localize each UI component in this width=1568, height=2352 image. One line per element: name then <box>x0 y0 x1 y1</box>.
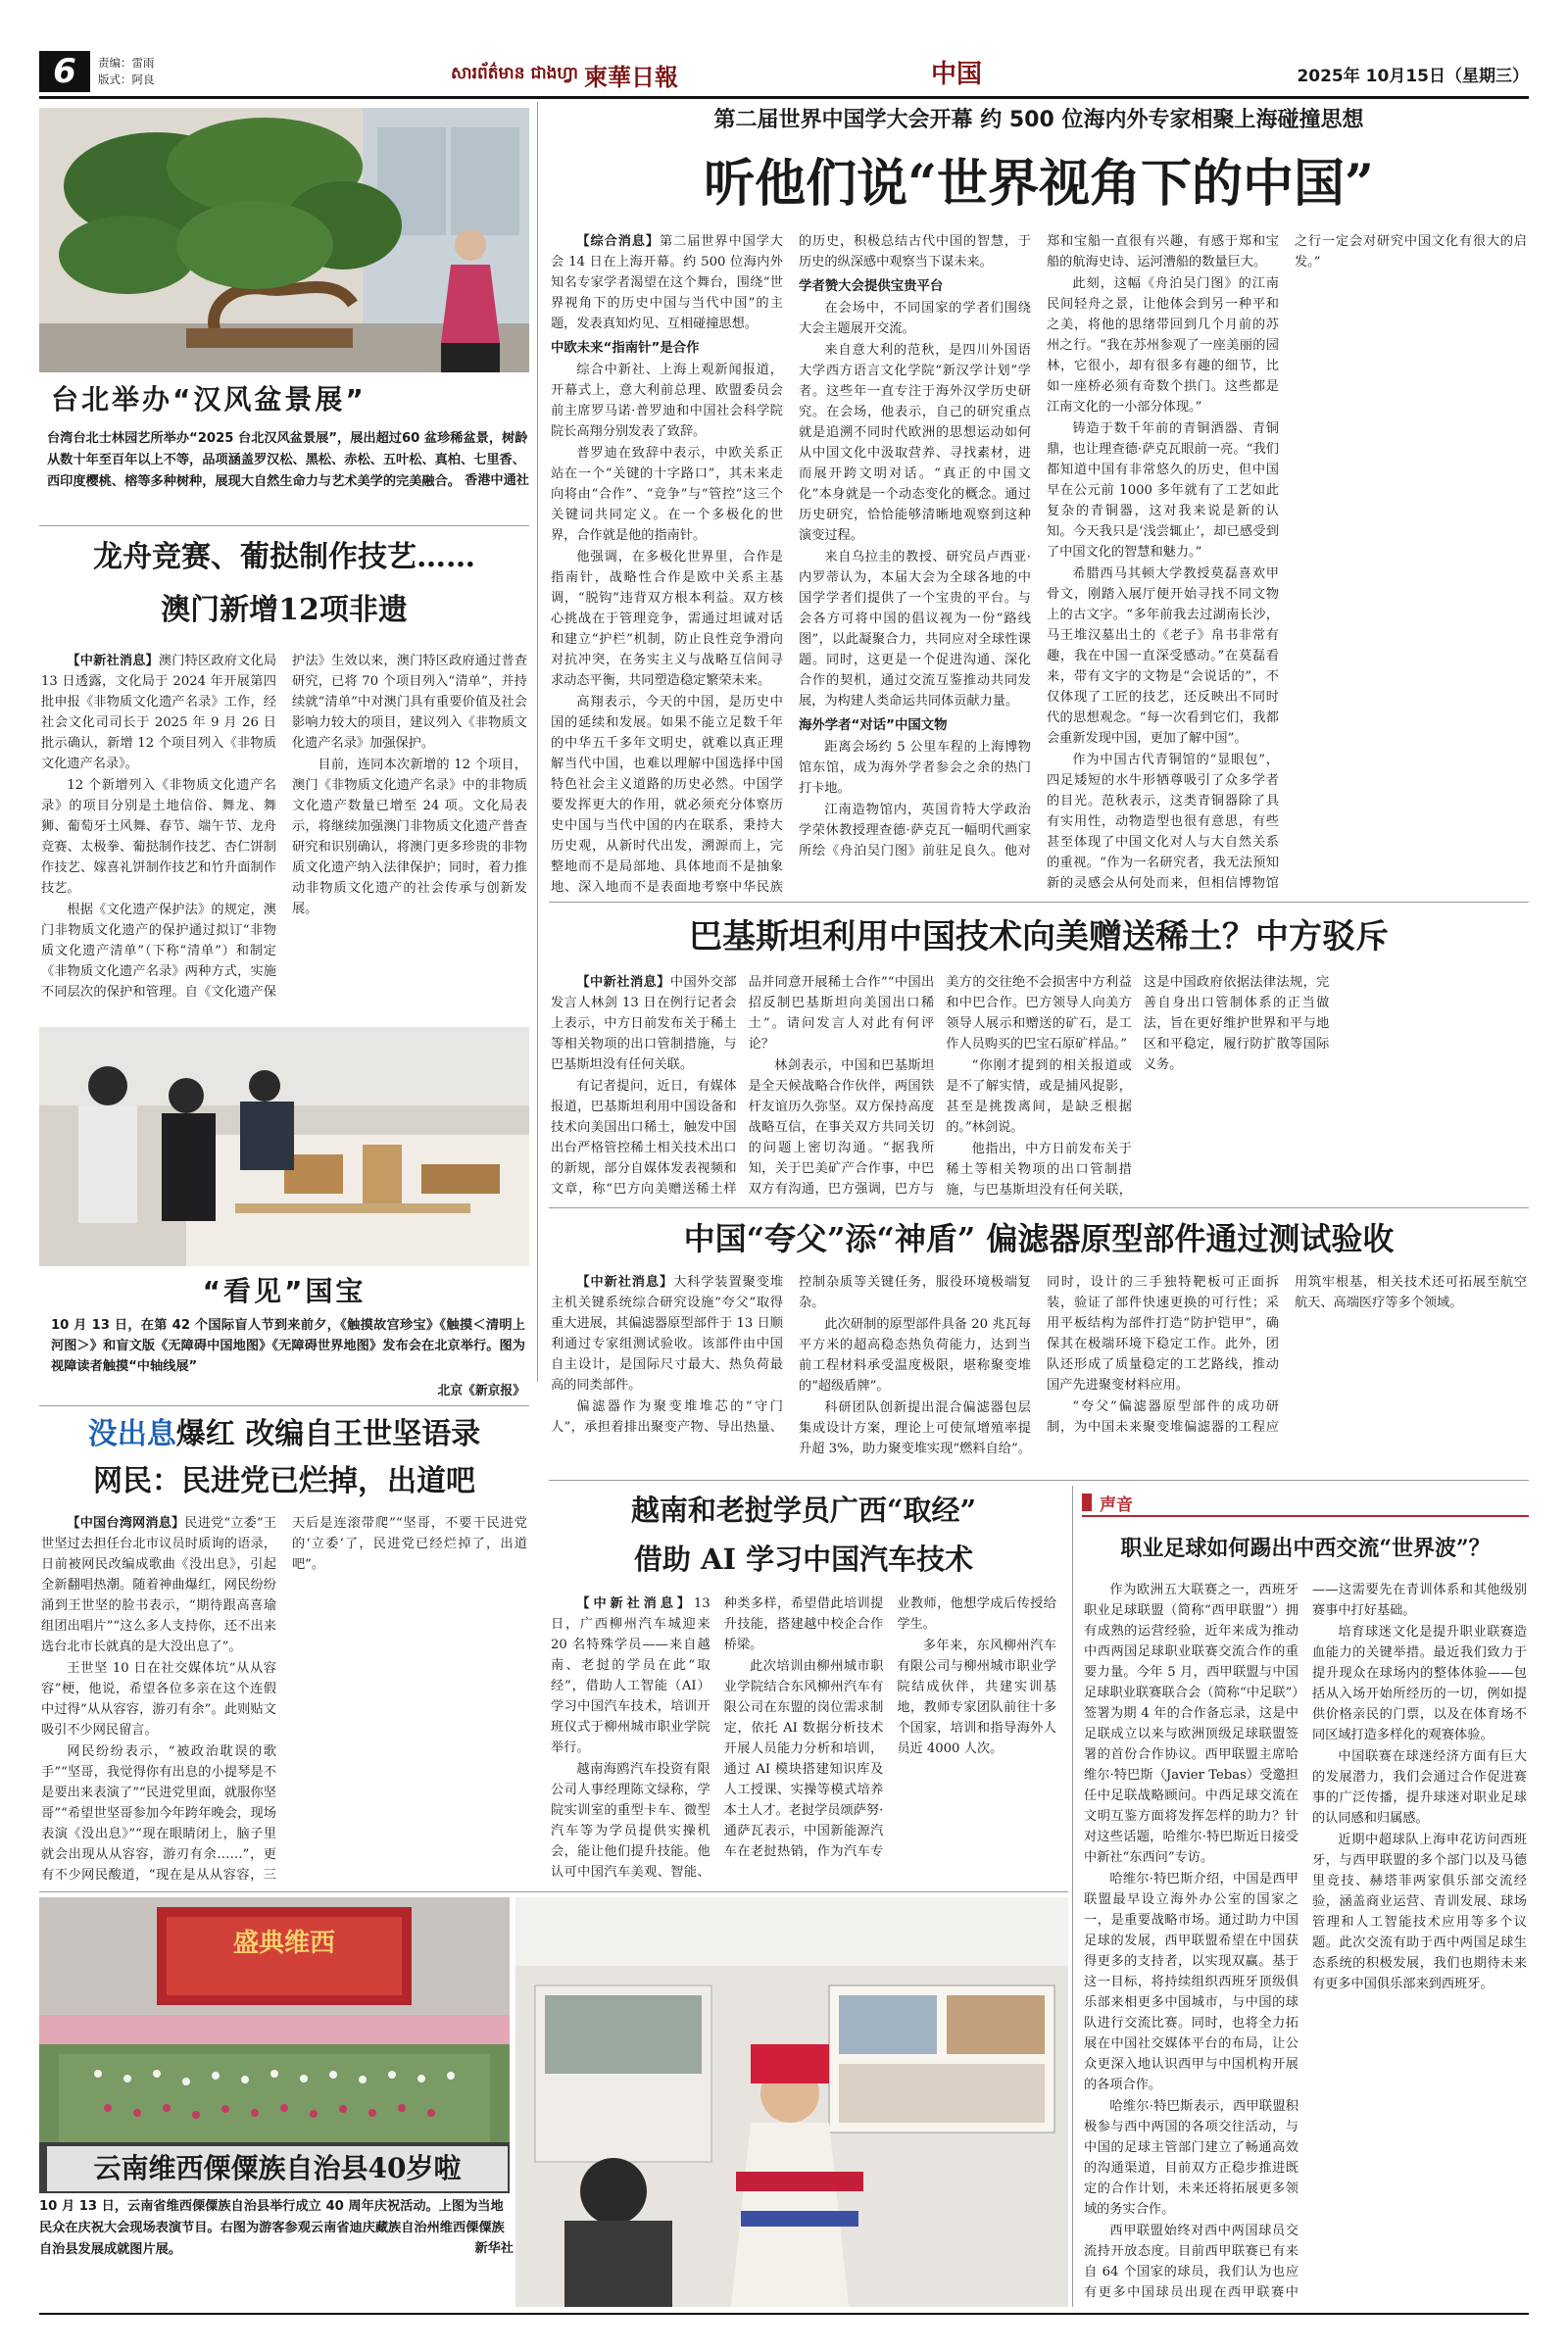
issue-date: 2025年 10月15日（星期三） <box>1297 67 1529 86</box>
meiyouchuxi-headline-highlight: 没出息 <box>87 1417 176 1451</box>
football-headline: 职业足球如何踢出中西交流“世界波”？ <box>1120 1536 1491 1561</box>
divider <box>549 1480 1529 1481</box>
bonsai-title: 台北举办“汉风盆景展” <box>51 383 367 416</box>
forum-paragraph: 作为中国古代青铜馆的“显眼包”，四足矮短的水牛形牺尊吸引了众多学者的目光。范秋表示，这类青铜器除了具有实用性，动物造型也很有意思，有些甚至体现了中国文化对人与大自然关系的重视。“作为一名研究者，我无法预知新的灵感会从何处而来，但相信博物馆之行一定会对研究中国文化有很大的启发。” <box>1047 234 1527 891</box>
auto-headline-2: 借助 AI 学习中国汽车技术 <box>633 1543 974 1576</box>
auto-body <box>551 1593 1056 1887</box>
forum-kicker: 第二届世界中国学大会开幕 约 500 位海内外专家相聚上海碰撞思想 <box>713 108 1364 132</box>
yunnan-caption: 10 月 13 日，云南省维西傈僳族自治县举行成立 40 周年庆祝活动。上图为当地民众在庆祝大会现场表演节目。右图为游客参观云南省迪庆藏族自治州维西傈僳族自治县发展成就图片展。 <box>39 2199 505 2257</box>
divider <box>39 1405 529 1406</box>
macau-dateline: 【中新社消息】 <box>67 654 159 668</box>
forum-paragraph: 希腊西马其顿大学教授莫磊喜欢甲骨文，刚踏入展厅便开始寻找不同文物上的古文字。“多年前我去过湖南长沙，马王堆汉墓出土的《老子》帛书非常有趣，我在中国一直深受感动。”在莫磊看来，带有文字的文物是“会说话的”，不仅体现了工匠的技艺，还反映出不同时代的思想观念。“每一次看到它们，我都会重新发现中国，更加了解中国”。 <box>1047 566 1279 746</box>
rareearth-paragraph: 中国外交部发言人林剑 13 日在例行记者会上表示，中方日前发布关于稀土等相关物项的出口管制措施，与巴基斯坦没有任何关联。 <box>551 975 737 1072</box>
macau-paragraph: 12 个新增列入《非物质文化遗产名录》的项目分别是土地信俗、舞龙、舞狮、葡萄牙土风舞、春节、端午节、龙舟竞赛、太极拳、葡挞制作技艺、杏仁饼制作技艺、嫁喜礼饼制作技艺和竹升面制作技艺。 <box>41 778 276 896</box>
forum-paragraph: 距离会场约 5 公里车程的上海博物馆东馆，成为海外学者参会之余的热门打卡地。 <box>799 740 1031 796</box>
editor-credits <box>98 55 206 94</box>
kuafu-paragraph: 偏滤器作为聚变堆堆芯的“守门人”，承担着排出聚变产物、导出热量、控制杂质等关键任务，服役环境极端复杂。 <box>551 1275 1031 1435</box>
rareearth-headline: 巴基斯坦利用中国技术向美赠送稀土？中方驳斥 <box>689 917 1389 956</box>
auto-paragraph: 此次培训由柳州城市职业学院结合东风柳州汽车有限公司在东盟的岗位需求制定，依托 AI 数据分析技术开展人员能力分析和培训，通过 AI 模块搭建知识库及人工授课、实操等模式培养本土人才。老挝学员颂萨努·通萨瓦表示，中国新能源汽车在老挝热销，作为汽车专业教师，他想学成后传授给学生。 <box>723 1596 1056 1859</box>
football-paragraph: 西甲联盟始终对西中两国球员交流持开放态度。目前西甲联赛已有来自 64 个国家的球员，我们认为也应有更多中国球员出现在西甲联赛中——这需要先在青训体系和其他级别赛事中打好基础。 <box>1084 1583 1527 2300</box>
divider <box>549 1207 1529 1208</box>
forum-paragraph: 铸造于数千年前的青铜酒器、青铜鼎，也让理查德·萨克瓦眼前一亮。“我们都知道中国有非常悠久的历史，但中国早在公元前 1000 多年就有了工艺如此复杂的青铜器，这对我来说是新的认知。今天我只是‘浅尝辄止’，却已感受到了中国文化的智慧和魅力。” <box>1047 421 1279 560</box>
divider <box>39 525 529 526</box>
macau-headline-2: 澳门新增12项非遗 <box>161 593 408 627</box>
meiyouchuxi-headline-rest: 爆红 改编自王世坚语录 <box>175 1417 481 1451</box>
auto-dateline: 【中新社消息】 <box>576 1596 694 1611</box>
yunnan-title: 云南维西傈僳族自治县40岁啦 <box>47 2146 508 2191</box>
kuafu-paragraph: “夸父”偏滤器原型部件的成功研制，为中国未来聚变堆偏滤器的工程应用筑牢根基，相关技术还可拓展至航空航天、高端医疗等多个领域。 <box>1047 1275 1527 1435</box>
kuafu-headline: 中国“夸父”添“神盾” 偏滤器原型部件通过测试验收 <box>683 1220 1395 1257</box>
kuafu-body <box>551 1272 1527 1476</box>
bonsai-caption: 台湾台北士林园艺所举办“2025 台北汉风盆景展”，展出超过60 盆珍稀盆景，树龄从数十年至百年以上不等，品项涵盖罗汉松、黑松、赤松、五叶松、真柏、七里香、西印度樱桃、榕等多种树种，展现大自然生命力与艺术美学的完美融合。 <box>47 431 528 489</box>
kuafu-paragraph: 大科学装置聚变堆主机关键系统综合研究设施“夸父”取得重大进展，其偏滤器原型部件于 13 日顺利通过专家组测试验收。该部件由中国自主设计，是国际尺寸最大、热负荷最高的同类部件。 <box>551 1275 784 1393</box>
treasure-caption: 10 月 13 日，在第 42 个国际盲人节到来前夕，《触摸故宫珍宝》《触摸＜清明上河图＞》和盲文版《无障碍中国地图》《无障碍世界地图》发布会在北京举行。图为视障读者触摸“中轴线展” <box>51 1318 525 1374</box>
forum-headline: 听他们说“世界视角下的中国” <box>704 154 1374 214</box>
forum-paragraph: 在会场中，不同国家的学者们围绕大会主题展开交流。 <box>799 301 1031 336</box>
forum-subhead-2: 学者赞大会提供宝贵平台 <box>799 279 944 294</box>
forum-paragraph: 综合中新社、上海上观新闻报道，开幕式上，意大利前总理、欧盟委员会前主席罗马诺·普罗迪和中国社会科学院院长高翔分别发表了致辞。 <box>551 363 783 439</box>
kuafu-paragraph: 此次研制的原型部件具备 20 兆瓦每平方米的超高稳态热负荷能力，达到当前工程材料承受温度极限，堪称聚变堆的“超级盾牌”。 <box>799 1317 1031 1394</box>
football-body <box>1084 1580 1527 2307</box>
voice-label <box>1082 1490 1529 1517</box>
football-paragraph: 培育球迷文化是提升职业联赛造血能力的关键举措。最近我们致力于提升现众在球场内的整体体验——包括从入场开始所经历的一切，例如提供价格亲民的门票，以及在体育场不同区域打造多样化的观赛体验。 <box>1312 1625 1527 1742</box>
rareearth-paragraph: 林剑表示，中国和巴基斯坦是全天候战略合作伙伴，两国铁杆友谊历久弥坚。双方保持高度战略互信，在事关双方共同关切的问题上密切沟通。“据我所知，关于巴美矿产合作事，中巴双方有沟通，巴方强调，巴方与美方的交往绝不会损害中方利益和中巴合作。巴方领导人向美方领导人展示和赠送的矿石，是工作人员购买的巴宝石原矿样品。” <box>748 975 1132 1197</box>
layout-name: 版式：阿良 <box>98 73 155 86</box>
yunnan-caption-block <box>39 2195 514 2307</box>
yunnan-credit: 新华社 <box>474 2241 514 2256</box>
masthead <box>451 57 725 92</box>
forum-lead: 第二届世界中国学大会 14 日在上海开幕。约 500 位海内外知名专家学者渴望在这个舞台，围绕“世界视角下的历史中国与当代中国”的主题，发表真知灼见、互相碰撞思想。 <box>551 234 783 331</box>
forum-body <box>551 231 1527 898</box>
forum-paragraph: 来自乌拉圭的教授、研究员卢西亚·内罗蒂认为，本届大会为全球各地的中国学学者们提供了一个宝贵的平台。与会各方可将中国的倡议视为一份“路线图”，以此凝聚合力，共同应对全球性课题。同时，这更是一个促进沟通、深化合作的契机，通过交流互鉴推动共同发展，为构建人类命运共同体贡献力量。 <box>799 550 1031 709</box>
macau-paragraph: 根据《文化遗产保护法》的规定，澳门非物质文化遗产的保护通过拟订“非物质文化遗产清单”（下称“清单”）和制定《非物质文化遗产名录》两种方式，实施不同层次的保护和管理。自《文化遗产保护法》生效以来，澳门特区政府通过普查研究，已将 70 个项目列入“清单”，并持续就“清单”中对澳门具有重要价值及社会影响力较大的项目，建议列入《非物质文化遗产名录》加强保护。 <box>41 654 527 1000</box>
rareearth-body <box>551 972 1527 1203</box>
column-divider <box>1072 1486 1073 2307</box>
divider <box>39 1891 1068 1892</box>
treasure-credit: 北京《新京报》 <box>437 1384 525 1398</box>
rareearth-paragraph: 他指出，中方日前发布关于稀土等相关物项的出口管制措施，与巴基斯坦没有任何关联，这是中国政府依据法律法规，完善自身出口管制体系的正当做法，旨在更好维护世界和平与地区和平稳定，履行防扩散等国际义务。 <box>946 975 1330 1198</box>
auto-headline-1: 越南和老挝学员广西“取经” <box>630 1494 977 1527</box>
page-number: 6 <box>53 52 76 91</box>
auto-paragraph: 多年来，东风柳州汽车有限公司与柳州城市职业学院结成伙伴，共建实训基地，教师专家团队前往十多个国家，培训和指导海外人员近 4000 人次。 <box>897 1639 1056 1756</box>
football-paragraph: 中国联赛在球迷经济方面有巨大的发展潜力，我们会通过合作促进赛事的广泛传播，提升球迷对职业足球的认同感和归属感。 <box>1312 1749 1527 1826</box>
kuafu-dateline: 【中新社消息】 <box>576 1275 674 1290</box>
voice-section-label: 声音 <box>1100 1494 1133 1515</box>
meiyouchuxi-paragraph: 民进党“立委”王世坚过去担任台北市议员时质询的语录，日前被网民改编成歌曲《没出息》，引起全新翻唱热潮。随着神曲爆红，网民纷纷涌到王世坚的脸书表示，“期待跟高喜瑜组团出唱片”“这么多人支持你，还不出来选台北市长就真的是大没出息了”。 <box>41 1516 277 1654</box>
macau-paragraph: 目前，连同本次新增的 12 个项目，澳门《非物质文化遗产名录》中的非物质文化遗产数量已增至 24 项。文化局表示，将继续加强澳门非物质文化遗产普查研究和识别确认，将澳门更多珍贵的非物质文化遗产纳入法律保护；同时，着力推动非物质文化遗产的社会传承与创新发展。 <box>292 758 527 916</box>
rareearth-dateline: 【中新社消息】 <box>576 975 670 990</box>
treasure-photo <box>39 1027 529 1266</box>
page-number-box <box>39 51 90 92</box>
forum-paragraph: 江南造物馆内，英国肯特大学政治学荣休教授理查德·萨克瓦一幅明代画家所绘《舟泊吴门图》前驻足良久。他对郑和宝船一直很有兴趣，有感于郑和宝船的航海史诗、运河漕船的数量巨大。 <box>799 234 1279 858</box>
meiyouchuxi-dateline: 【中国台湾网消息】 <box>67 1516 185 1531</box>
divider <box>549 902 1529 903</box>
football-paragraph: 哈维尔·特巴斯表示，西甲联盟积极参与西中两国的各项交往活动，与中国的足球主管部门建立了畅通高效的沟通渠道，目前双方正稳步推进既定的合作计划，未来还将拓展更多领域的务实合作。 <box>1084 2099 1298 2217</box>
meiyouchuxi-paragraph: 网民纷纷表示，“被政治耽误的歌手”“坚哥，我觉得你有出息的小提琴是不是要出来表演了”“民进党里面，就服你坚哥”“希望世坚哥参加今年跨年晚会，现场表演《没出息》”“现在眼睛闭上，脑子里就会出现从从容容，游刃有余……”，更有不少网民酸道，“现在是从从容容，三天后是连滚带爬”“坚哥，不要干民进党的‘立委’了，民进党已经烂掉了，出道吧”。 <box>41 1516 527 1883</box>
macau-headline-1: 龙舟竞赛、葡挞制作技艺…… <box>93 540 475 574</box>
footer-rule <box>39 2313 1529 2315</box>
masthead-khmer: សារព័ត៌មាន ជាងហ្វា <box>451 63 579 83</box>
football-paragraph: 近期中超球队上海申花访问西班牙，与西甲联盟的多个部门以及马德里竞技、赫塔菲两家俱乐部交流经验，涵盖商业运营、青训发展、球场管理和人工智能技术应用等多个议题。此次交流有助于西中两国足球生态系统的积极发展，我们也期待未来有更多中国俱乐部来到西班牙。 <box>1312 1833 1527 1991</box>
treasure-caption-block <box>51 1315 525 1380</box>
forum-paragraph: 来自意大利的范秋，是四川外国语大学西方语言文化学院“新汉学计划”学者。这些年一直专注于海外汉学历史研究。在会场，他表示，自己的研究重点就是追溯不同时代欧洲的思想运动如何从中国文化中汲取营养、寻找素材，进而展开跨文明对话。“真正的中国文化”本身就是一个动态变化的概念。通过历史研究，恰恰能够清晰地观察到这种演变过程。 <box>799 343 1031 543</box>
auto-headline <box>549 1486 1058 1588</box>
yunnan-exhibition-photo <box>515 1897 1068 2307</box>
rareearth-paragraph: 有记者提问，近日，有媒体报道，巴基斯坦利用中国设备和技术向美国出口稀土，触发中国出台严格管控稀土相关技术出口的新规，部分自媒体发表视频和文章，称“巴方向美赠送稀土样品并同意开展稀土合作”“中国出招反制巴基斯坦向美国出口稀土”。请问发言人对此有何评论？ <box>551 975 935 1197</box>
forum-subhead-3: 海外学者“对话”中国文物 <box>799 718 948 733</box>
macau-headline <box>39 531 529 645</box>
header-rule <box>39 96 1529 99</box>
bonsai-photo <box>39 108 529 372</box>
football-paragraph: 哈维尔·特巴斯介绍，中国是西甲联盟最早设立海外办公室的国家之一，是重要战略市场。通过助力中国足球的发展，西甲联盟希望在中国获得更多的支持者，以实现双赢。基于这一目标，将持续组织西班牙顶级俱乐部来相更多中国城市，与中国的球队进行交流比赛。同时，也将全力拓展在中国社交媒体平台的布局，让公众更深入地认识西甲与中国机构开展的各项合作。 <box>1084 1872 1298 2092</box>
kuafu-paragraph: 科研团队创新提出混合偏滤器包层集成设计方案，理论上可使氚增殖率提升超 3%，助力聚变堆实现“燃料自给”。同时，设计的三手独特靶板可正面拆装，验证了部件快速更换的可行性；采用平板结构为部件打造“防护铠甲”，确保其在极端环境下稳定工作。此外，团队还形成了质量稳定的工艺路线，推动国产先进聚变材料应用。 <box>799 1275 1279 1456</box>
voice-marker-icon <box>1082 1494 1092 1511</box>
auto-paragraph: 13 日，广西柳州汽车城迎来 20 名特殊学员——来自越南、老挝的学员在此“取经”，借助人工智能（AI）学习中国汽车技术，培训开班仪式于柳州城市职业学院举行。 <box>551 1596 710 1755</box>
section-name: 中国 <box>931 60 983 89</box>
meiyouchuxi-paragraph: 王世坚 10 日在社交媒体坑“从从容容”梗，他说，希望各位多亲在这个连假中过得“从从容容，游刃有余”。此则贴文吸引不少网民留言。 <box>41 1661 276 1738</box>
stage-banner: 盛典维西 <box>232 1929 336 1958</box>
macau-paragraph: 澳门特区政府文化局 13 日透露，文化局于 2024 年开展第四批申报《非物质文化遗产名录》工作，经社会文化司司长于 2025 年 9 月 26 日批示确认，新增 12 个项目列入《非物质文化遗产名录》。 <box>41 654 277 771</box>
bonsai-caption-block <box>47 427 529 521</box>
rareearth-paragraph: “你刚才提到的相关报道或是不了解实情，或是捕风捉影，甚至是挑拨离间，是缺乏根据的。”林剑说。 <box>946 1058 1132 1135</box>
treasure-title: “看见”国宝 <box>202 1275 367 1307</box>
auto-paragraph: 越南海鸥汽车投资有限公司人事经理陈文绿称，学院实训室的重型卡车、微型汽车等为学员提供实操机会，能让他们提升技能。他认可中国汽车美观、智能、种类多样，希望借此培训提升技能，搭建越中校企合作桥梁。 <box>551 1596 884 1880</box>
meiyouchuxi-headline <box>39 1411 529 1509</box>
forum-paragraph: 他强调，在多极化世界里，合作是指南针，战略性合作是欧中关系主基调，“脱钩”违背双方根本利益。双方核心挑战在于管理竞争，需通过坦诚对话和建立“护栏”机制，防止良性竞争滑向对抗冲突，在务实主义与战略互信间寻求动态平衡，共同塑造稳定繁荣未来。 <box>551 550 783 688</box>
meiyouchuxi-headline-2: 网民：民进党已烂掉，出道吧 <box>93 1464 475 1498</box>
macau-body <box>41 651 527 1021</box>
forum-paragraph: 此刻，这幅《舟泊吴门图》的江南民间轻舟之景，让他体会到另一种平和之美，将他的思绪带回到几个月前的苏州之行。“我在苏州参观了一座美丽的园林，它很小，却有很多有趣的细节，比如一座桥必须有奇数个拱门。这些都是江南文化的一小部分体现。” <box>1047 276 1279 415</box>
masthead-chinese: 柬華日報 <box>584 62 679 91</box>
column-divider <box>537 102 538 1382</box>
forum-paragraph: 普罗迪在致辞中表示，中欧关系正站在一个“关键的十字路口”，其未来走向将由“合作”、“竞争”与“管控”这三个关键词共同定义。在一个多极化的世界，合作就是他的指南针。 <box>551 446 783 543</box>
forum-subhead-1: 中欧未来“指南针”是合作 <box>551 341 700 356</box>
forum-paragraph: 高翔表示，今天的中国，是历史中国的延续和发展。如果不能立足数千年的中华五千多年文明史，就难以真正理解当代中国，也难以理解中国选择中国特色社会主义道路的历史必然。中国学要发挥更大的作用，就必须充分体察历史中国与当代中国的内在联系，秉持大历史观，从新时代出发，溯源而上，完整地而不是局部地、具体地而不是抽象地、深入地而不是表面地考察中华民族的历史，积极总结古代中国的智慧，于历史的纵深感中观察当下谋未来。 <box>551 234 1031 895</box>
editor-name: 责编：雷雨 <box>98 56 155 70</box>
meiyouchuxi-body <box>41 1513 527 1886</box>
forum-dateline: 【综合消息】 <box>576 234 660 249</box>
bonsai-credit: 香港中通社 <box>465 473 529 488</box>
football-paragraph: 作为欧洲五大联赛之一，西班牙职业足球联盟（简称“西甲联盟”）拥有成熟的运营经验，近年来成为推动中西两国足球职业联赛交流合作的重要力量。今年 5 月，西甲联盟与中国足球职业联赛联合会（简称“中足联”）签署为期 4 年的合作备忘录，这是中足联成立以来与欧洲顶级足球联盟签署的首份合作协议。西甲联盟主席哈维尔·特巴斯（Javier Tebas）受邀担任中足联战略顾问。中西足球交流在文明互鉴方面将发挥怎样的助力？针对这些话题，哈维尔·特巴斯近日接受中新社“东西问”专访。 <box>1084 1583 1298 1865</box>
